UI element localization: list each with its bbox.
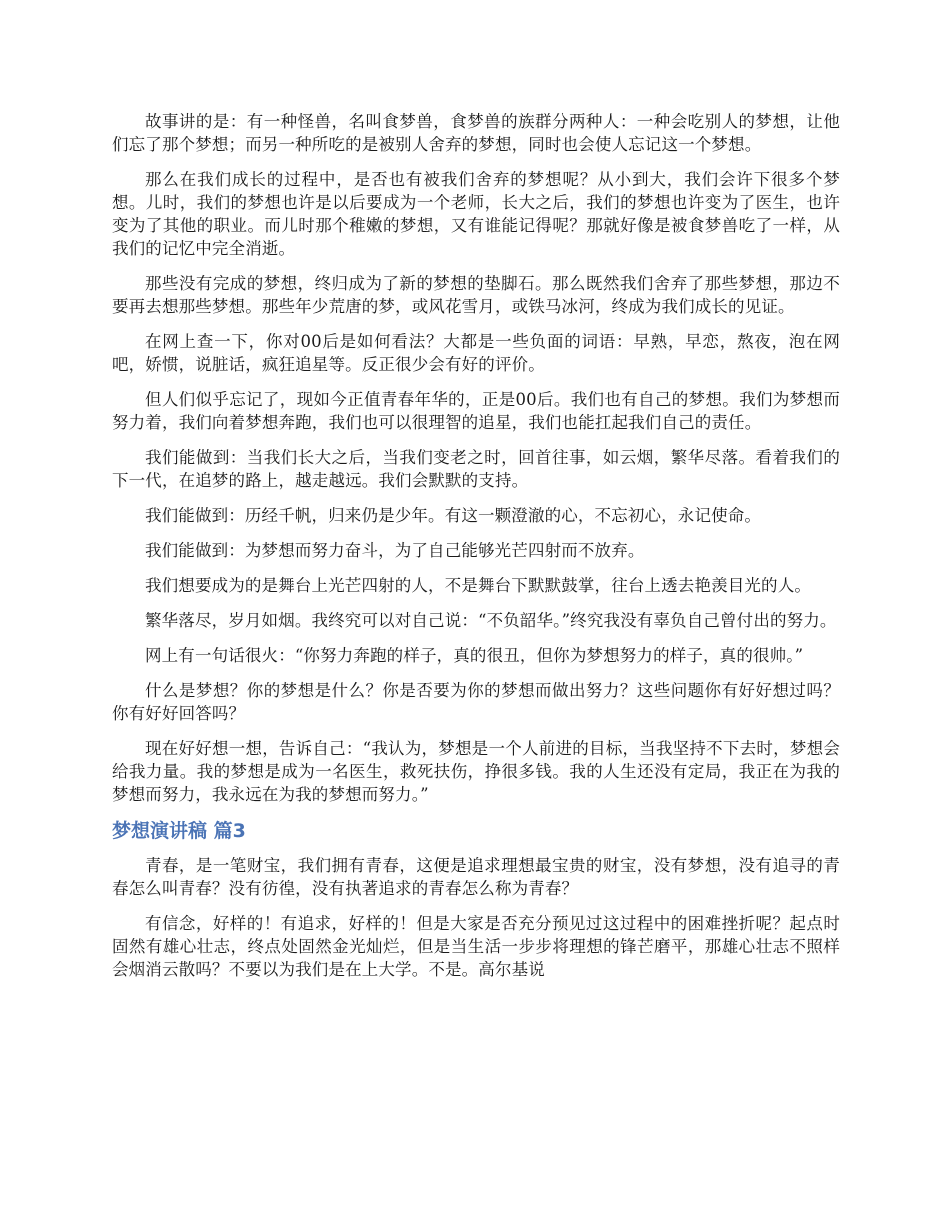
paragraph: 但人们似乎忘记了，现如今正值青春年华的，正是00后。我们也有自己的梦想。我们为梦想而努力着，我们向着梦想奔跑，我们也可以很理智的追星，我们也能扛起我们自己的责任。 [112,390,840,432]
paragraph: 我们能做到：当我们长大之后，当我们变老之时，回首往事，如云烟，繁华尽落。看着我们的下一代，在追梦的路上，越走越远。我们会默默的支持。 [112,448,840,490]
paragraph: 那么在我们成长的过程中，是否也有被我们舍弃的梦想呢？从小到大，我们会许下很多个梦想。儿时，我们的梦想也许是以后要成为一个老师，长大之后，我们的梦想也许变为了医生，也许变为了其他的职业。而儿时那个稚嫩的梦想，又有谁能记得呢？那就好像是被食梦兽吃了一样，从我们的记忆中完全消逝。 [112,170,840,258]
paragraph: 我们能做到：为梦想而努力奋斗，为了自己能够光芒四射而不放弃。 [145,541,645,560]
paragraph: 青春，是一笔财宝，我们拥有青春，这便是追求理想最宝贵的财宝，没有梦想，没有追寻的青春怎么叫青春？没有彷徨，没有执著追求的青春怎么称为青春？ [112,856,840,898]
paragraph: 什么是梦想？你的梦想是什么？你是否要为你的梦想而做出努力？这些问题你有好好想过吗？你有好好回答吗？ [112,681,840,723]
paragraph: 在网上查一下，你对00后是如何看法？大都是一些负面的词语：早熟，早恋，熬夜，泡在网吧，娇惯，说脏话，疯狂追星等。反正很少会有好的评价。 [112,332,840,374]
paragraph: 繁华落尽，岁月如烟。我终究可以对自己说：“不负韶华。”终究我没有辜负自己曾付出的努力。 [145,611,837,630]
paragraph: 我们能做到：历经千帆，归来仍是少年。有这一颗澄澈的心，不忘初心，永记使命。 [145,506,762,525]
document-page [112,110,840,993]
paragraph: 网上有一句话很火：“你努力奔跑的样子，真的很丑，但你为梦想努力的样子，真的很帅。” [145,646,804,665]
paragraph: 现在好好想一想，告诉自己：“我认为，梦想是一个人前进的目标，当我坚持不下去时，梦想会给我力量。我的梦想是成为一名医生，救死扶伤，挣很多钱。我的人生还没有定局，我正在为我的梦想而努力，我永远在为我的梦想而努力。” [112,739,840,804]
paragraph: 故事讲的是：有一种怪兽，名叫食梦兽，食梦兽的族群分两种人：一种会吃别人的梦想，让他们忘了那个梦想；而另一种所吃的是被别人舍弃的梦想，同时也会使人忘记这一个梦想。 [112,112,840,154]
section-heading: 梦想演讲稿 篇3 [112,820,246,842]
paragraph: 那些没有完成的梦想，终归成为了新的梦想的垫脚石。那么既然我们舍弃了那些梦想，那边不要再去想那些梦想。那些年少荒唐的梦，或风花雪月，或铁马冰河，终成为我们成长的见证。 [112,274,840,316]
paragraph: 有信念，好样的！有追求，好样的！但是大家是否充分预见过这过程中的困难挫折呢？起点时固然有雄心壮志，终点处固然金光灿烂，但是当生活一步步将理想的锋芒磨平，那雄心壮志不照样会烟消云散吗？不要以为我们是在上大学。不是。高尔基说 [112,914,840,979]
paragraph: 我们想要成为的是舞台上光芒四射的人，不是舞台下默默鼓掌，往台上透去艳羡目光的人。 [145,576,811,595]
